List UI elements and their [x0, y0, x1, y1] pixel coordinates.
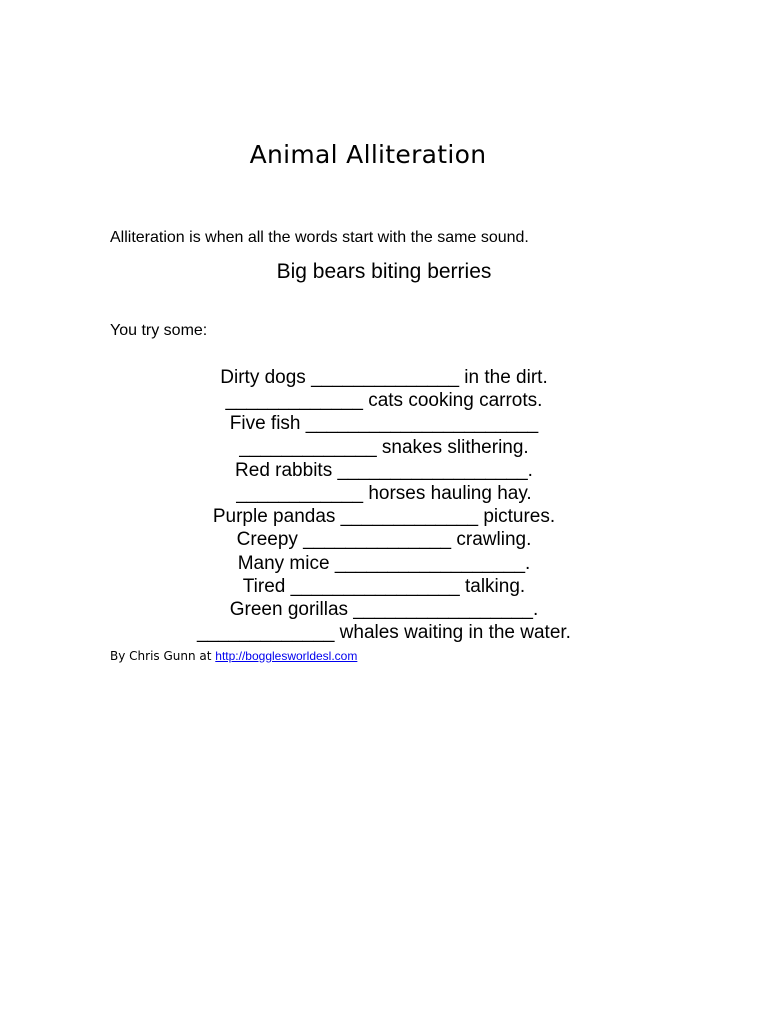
practice-sentence: Green gorillas _________________.	[229, 599, 539, 621]
practice-sentence: ____________ horses hauling hay.	[236, 483, 532, 505]
author-credit	[110, 649, 357, 663]
practice-sentence-list	[0, 366, 768, 644]
credit-prefix: By Chris Gunn at	[110, 649, 216, 663]
practice-sentence: Creepy ______________ crawling.	[236, 529, 532, 551]
alliteration-definition: Alliteration is when all the words start with the same sound.	[110, 229, 529, 246]
practice-prompt: You try some:	[110, 322, 208, 339]
practice-sentence: _____________ snakes slithering.	[239, 436, 529, 458]
practice-sentence: Many mice __________________.	[237, 552, 531, 574]
practice-sentence: Dirty dogs ______________ in the dirt.	[220, 367, 548, 388]
example-sentence: Big bears biting berries	[276, 260, 492, 283]
practice-sentence: _____________ cats cooking carrots.	[225, 390, 543, 412]
credit-link[interactable]: http://bogglesworldesl.com	[215, 649, 358, 663]
practice-sentence: Tired ________________ talking.	[242, 575, 526, 597]
practice-sentence: Purple pandas _____________ pictures.	[212, 506, 556, 528]
worksheet-title: Animal Alliteration	[249, 140, 487, 169]
practice-sentence: _____________ whales waiting in the water.	[197, 622, 571, 644]
practice-sentence: Red rabbits __________________.	[235, 459, 533, 481]
practice-sentence: Five fish ______________________	[229, 413, 539, 435]
